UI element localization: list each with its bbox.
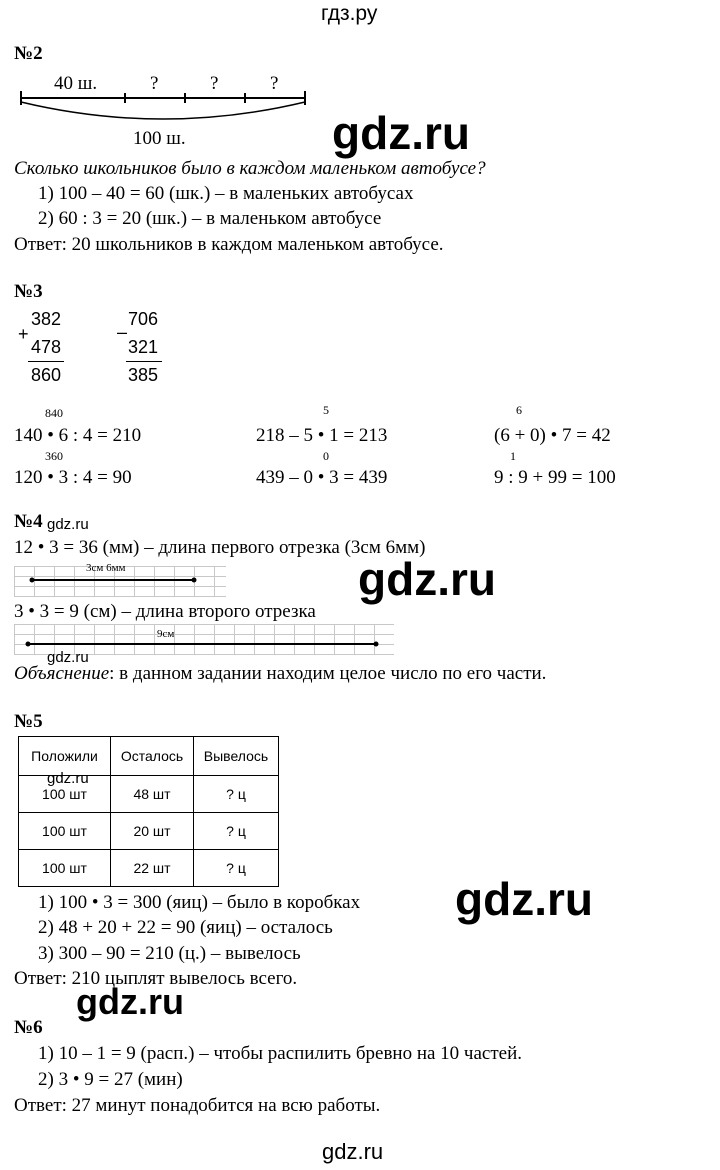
segment-1-endpoint <box>30 578 35 583</box>
table-cell: 100 шт <box>19 776 111 813</box>
segment-1-label: 3см 6мм <box>86 562 126 574</box>
table-cell: 48 шт <box>111 776 194 813</box>
task6-step-1: 1) 10 – 1 = 9 (расп.) – чтобы распилить бревно на 10 частей. <box>38 1043 523 1064</box>
diagram-total: 100 ш. <box>133 128 186 149</box>
table-header: Вывелось <box>194 737 279 776</box>
segment-diagram <box>0 88 320 130</box>
table-cell: 100 шт <box>19 850 111 887</box>
expr: (6 + 0) • 7 = 42 <box>494 425 611 446</box>
table-cell: ? ц <box>194 813 279 850</box>
subtraction-result: 385 <box>128 365 159 385</box>
watermark: gdz.ru <box>358 553 496 605</box>
table-row <box>19 850 279 887</box>
watermark: gdz.ru <box>47 516 89 533</box>
table-header: Осталось <box>111 737 194 776</box>
watermark: gdz.ru <box>47 649 89 666</box>
expr: 9 : 9 + 99 = 100 <box>494 467 616 488</box>
eggs-table <box>18 736 279 887</box>
task5-step-2: 2) 48 + 20 + 22 = 90 (яиц) – осталось <box>38 917 333 938</box>
expr-sup: 5 <box>323 403 329 417</box>
task2-question: Сколько школьников было в каждом маленьком автобусе? <box>14 158 486 179</box>
expr-sup: 840 <box>45 406 63 420</box>
task4-explanation <box>14 664 546 683</box>
site-header: гдз.ру <box>321 2 378 25</box>
task2-number: №2 <box>14 43 43 64</box>
watermark: gdz.ru <box>455 873 593 925</box>
segment-2-label: 9см <box>157 628 175 640</box>
table-cell: ? ц <box>194 850 279 887</box>
expr: 218 – 5 • 1 = 213 <box>256 425 388 446</box>
addition-operand-b: 478 <box>31 337 62 357</box>
diagram-part-unknown-2: ? <box>210 73 219 94</box>
expr-sup: 1 <box>510 449 516 463</box>
task2-answer: Ответ: 20 школьников в каждом маленьком автобусе. <box>14 234 444 255</box>
task4-line-1: 12 • 3 = 36 (мм) – длина первого отрезка (3см 6мм) <box>14 537 426 558</box>
explanation-label: Объяснение <box>14 663 110 684</box>
addition-operand-a: 382 <box>31 309 62 329</box>
task5-number: №5 <box>14 711 43 732</box>
task6-step-2: 2) 3 • 9 = 27 (мин) <box>38 1069 183 1090</box>
subtraction-sign: – <box>117 322 128 342</box>
diagram-part-known: 40 ш. <box>54 73 98 94</box>
expr: 120 • 3 : 4 = 90 <box>14 467 132 488</box>
task5-answer: Ответ: 210 цыплят вывелось всего. <box>14 968 298 989</box>
task3-number: №3 <box>14 281 43 302</box>
diagram-part-unknown-1: ? <box>150 73 159 94</box>
task2-step-1: 1) 100 – 40 = 60 (шк.) – в маленьких автобусах <box>38 183 414 204</box>
watermark: gdz.ru <box>332 107 470 159</box>
segment-2-endpoint <box>26 642 31 647</box>
diagram-part-unknown-3: ? <box>270 73 279 94</box>
explanation-text: : в данном задании находим целое число по его части. <box>109 663 547 684</box>
task4-line-2: 3 • 3 = 9 (см) – длина второго отрезка <box>14 601 316 622</box>
table-cell: 22 шт <box>111 850 194 887</box>
task5-step-1: 1) 100 • 3 = 300 (яиц) – было в коробках <box>38 892 361 913</box>
table-header: Положили <box>19 737 111 776</box>
addition-result: 860 <box>31 365 62 385</box>
segment-1-endpoint <box>192 578 197 583</box>
subtraction-line <box>126 361 162 362</box>
table-cell: ? ц <box>194 776 279 813</box>
expr-sup: 360 <box>45 449 63 463</box>
watermark: gdz.ru <box>76 981 184 1022</box>
task2-step-2: 2) 60 : 3 = 20 (шк.) – в маленьком автобусе <box>38 208 382 229</box>
subtraction-operand-a: 706 <box>128 309 159 329</box>
table-row <box>19 813 279 850</box>
diagram-total-brace <box>21 102 305 119</box>
task5-step-3: 3) 300 – 90 = 210 (ц.) – вывелось <box>38 943 301 964</box>
addition-sign: + <box>18 324 29 344</box>
footer-watermark: gdz.ru <box>322 1139 384 1164</box>
expr: 439 – 0 • 3 = 439 <box>256 467 388 488</box>
expr: 140 • 6 : 4 = 210 <box>14 425 142 446</box>
task4-number: №4 <box>14 511 43 532</box>
subtraction-operand-b: 321 <box>128 337 159 357</box>
table-cell: 20 шт <box>111 813 194 850</box>
table-cell: 100 шт <box>19 813 111 850</box>
task6-answer: Ответ: 27 минут понадобится на всю работы. <box>14 1095 381 1116</box>
expr-sup: 0 <box>323 449 329 463</box>
addition-line <box>28 361 64 362</box>
segment-2-endpoint <box>374 642 379 647</box>
expr-sup: 6 <box>516 403 522 417</box>
watermark: gdz.ru <box>47 770 89 787</box>
task6-number: №6 <box>14 1017 43 1038</box>
